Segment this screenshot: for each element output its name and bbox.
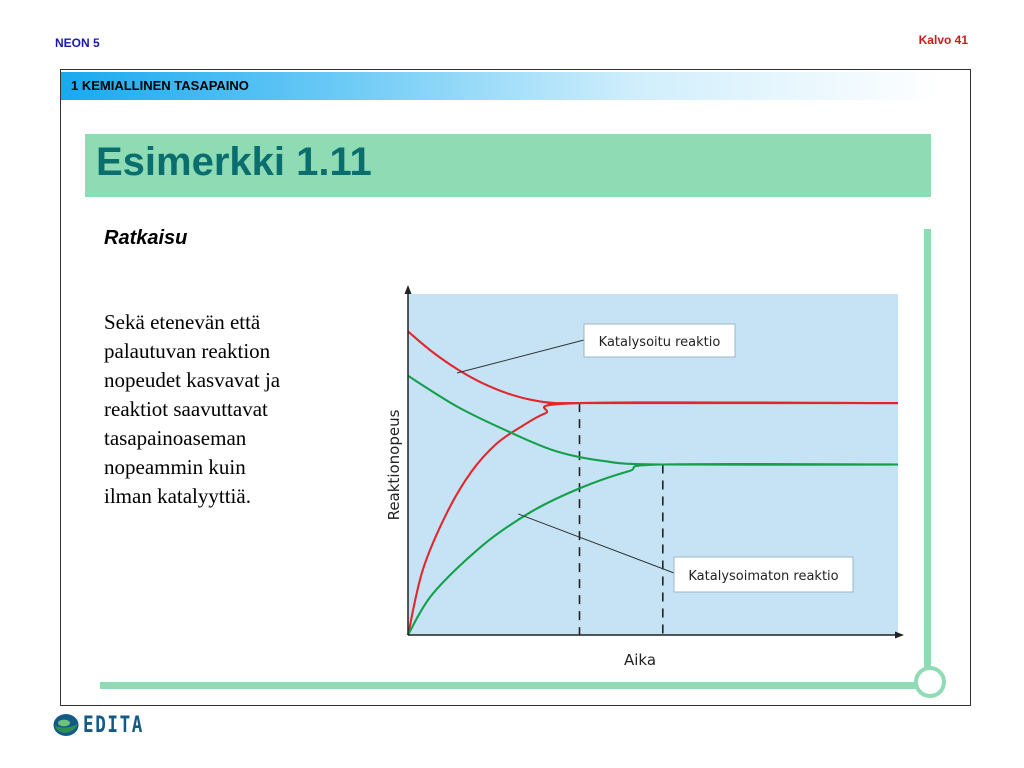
annotation-uncatalyzed-label: Katalysoimaton reaktio	[688, 569, 839, 584]
body-line: nopeammin kuin	[104, 455, 246, 479]
body-line: Sekä etenevän että	[104, 310, 261, 334]
body-line: reaktiot saavuttavat	[104, 397, 268, 421]
body-line: ilman katalyyttiä.	[104, 484, 251, 508]
body-text	[104, 308, 364, 511]
decor-vertical-bar	[924, 229, 931, 667]
decor-ring	[914, 666, 946, 698]
reaction-rate-chart	[370, 280, 910, 675]
annotation-catalyzed-label: Katalysoitu reaktio	[598, 335, 721, 350]
y-axis-label: Reaktionopeus	[385, 409, 403, 521]
edita-logo-icon	[52, 712, 80, 738]
chapter-title: 1 KEMIALLINEN TASAPAINO	[71, 78, 249, 93]
y-axis-arrow-icon	[405, 285, 412, 294]
body-line: tasapainoaseman	[104, 426, 247, 450]
x-axis-label: Aika	[623, 651, 657, 669]
x-axis-arrow-icon	[895, 632, 904, 639]
slide-title: Esimerkki 1.11	[96, 140, 372, 184]
body-line: nopeudet kasvavat ja	[104, 368, 281, 392]
edita-logo-text: EDITA	[83, 712, 144, 738]
annotation-uncatalyzed	[674, 557, 853, 592]
slide-subtitle: Ratkaisu	[104, 227, 188, 249]
slide-number: Kalvo 41	[918, 33, 968, 47]
decor-horizontal-bar	[100, 682, 918, 689]
annotation-catalyzed	[584, 324, 735, 357]
course-label: NEON 5	[55, 36, 100, 50]
body-line: palautuvan reaktion	[104, 339, 271, 363]
edita-logo	[52, 712, 159, 738]
